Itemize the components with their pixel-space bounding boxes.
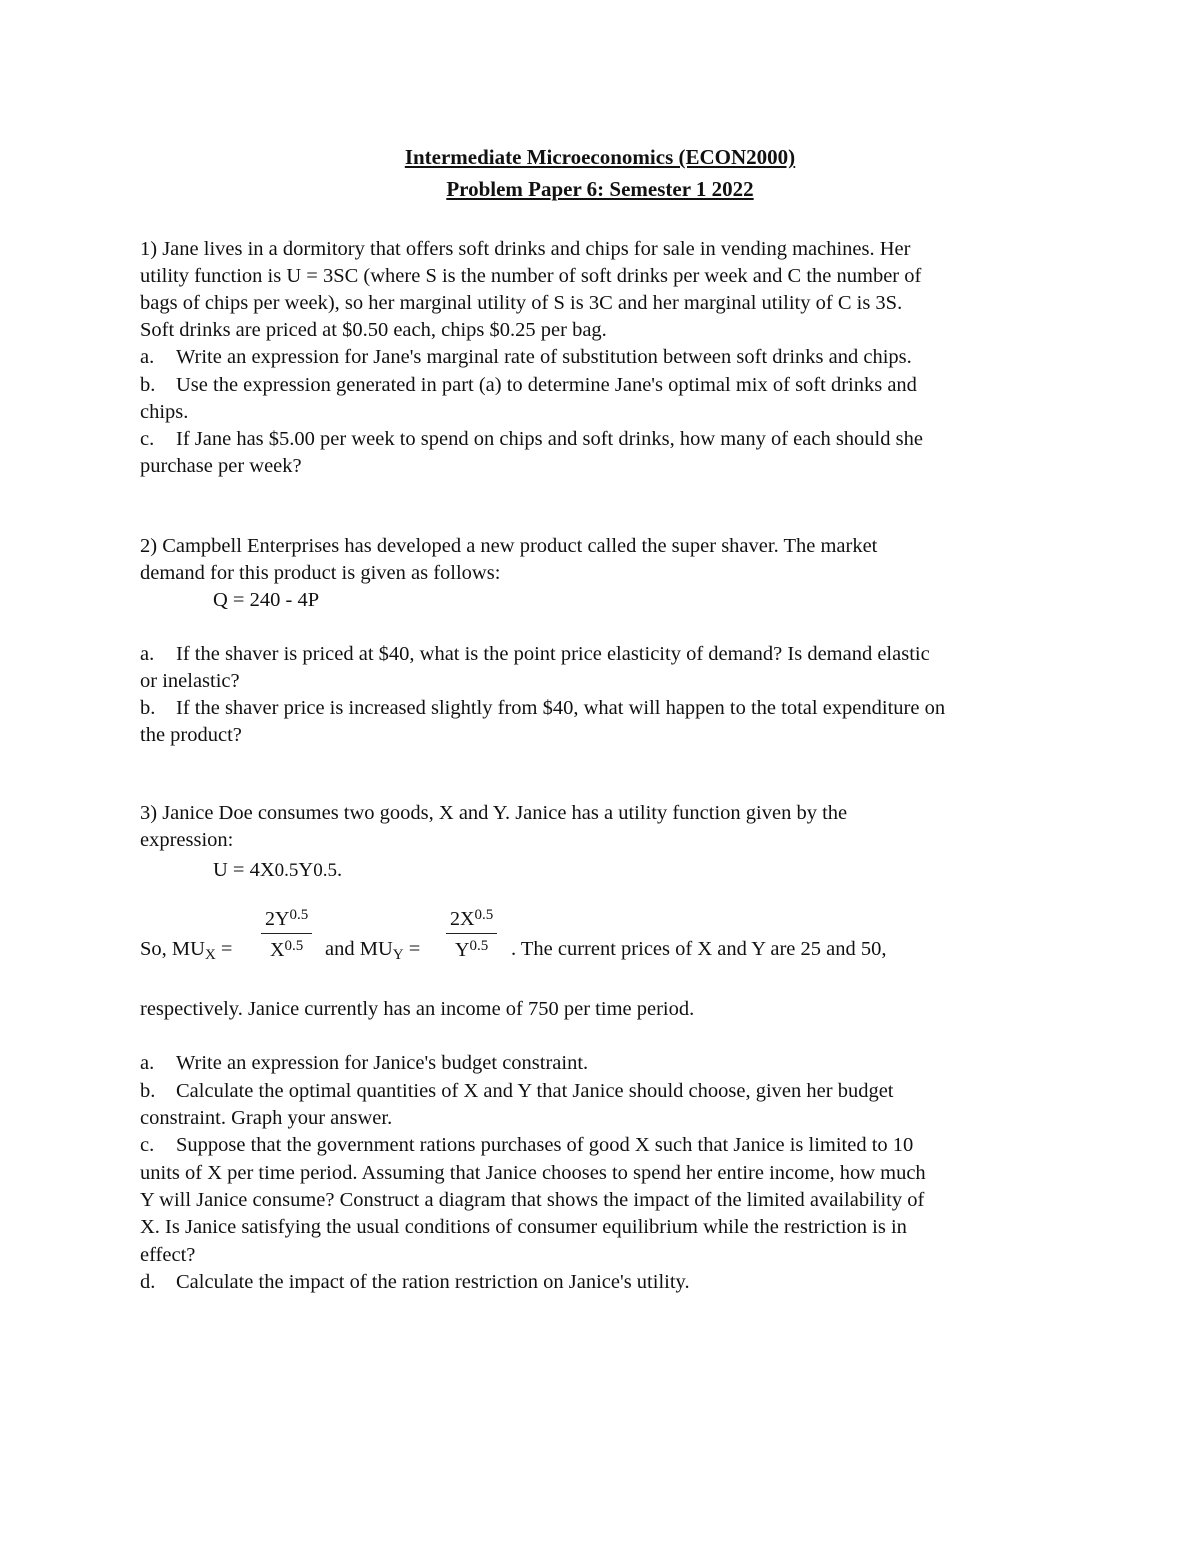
q1-text-line: 1) Jane lives in a dormitory that offers soft drinks and chips for sale in vending machines. Her bbox=[140, 238, 911, 260]
q2-part-b bbox=[140, 695, 945, 721]
q3-mu-label-x: So, $MU_X$ = bbox=[140, 938, 233, 963]
q3-part-c-cont: units of X per time period. Assuming that Janice chooses to spend her entire income, how much bbox=[140, 1162, 926, 1184]
q3-part-b-cont: constraint. Graph your answer. bbox=[140, 1107, 393, 1129]
part-label: a. bbox=[140, 1052, 155, 1074]
part-text: Use the expression generated in part (a) to determine Jane's optimal mix of soft drinks and bbox=[176, 374, 917, 396]
part-text: Calculate the optimal quantities of X and Y that Janice should choose, given her budget bbox=[176, 1080, 894, 1102]
q3-mu-label-y: and $MU_Y$ = bbox=[325, 938, 421, 963]
fraction-denominator: $X^{0.5}$ bbox=[270, 938, 304, 961]
part-label: b. bbox=[140, 697, 156, 719]
part-text: Suppose that the government rations purchases of good X such that Janice is limited to 10 bbox=[176, 1134, 914, 1156]
part-label: c. bbox=[140, 1134, 155, 1156]
fraction-denominator: $Y^{0.5}$ bbox=[455, 938, 489, 961]
part-label: b. bbox=[140, 1080, 156, 1102]
q1-text-line: Soft drinks are priced at $0.50 each, chips $0.25 per bag. bbox=[140, 319, 607, 341]
q3-part-b bbox=[140, 1078, 894, 1104]
q3-utility-equation: U = 4X0.5Y0.5. bbox=[213, 859, 343, 881]
q2-part-b-cont: the product? bbox=[140, 724, 242, 746]
part-text: Write an expression for Janice's budget constraint. bbox=[176, 1052, 589, 1074]
part-text: If Jane has $5.00 per week to spend on chips and soft drinks, how many of each should she bbox=[176, 428, 923, 450]
q2-part-a bbox=[140, 641, 930, 667]
q3-part-d bbox=[140, 1269, 690, 1295]
q3-text-line: respectively. Janice currently has an income of 750 per time period. bbox=[140, 998, 695, 1020]
fraction-numerator: $2X^{0.5}$ bbox=[446, 907, 497, 934]
part-label: a. bbox=[140, 346, 155, 368]
part-text: Write an expression for Jane's marginal rate of substitution between soft drinks and chips. bbox=[176, 346, 912, 368]
part-text: If the shaver price is increased slightly from $40, what will happen to the total expenditure on bbox=[176, 697, 946, 719]
part-label: c. bbox=[140, 428, 155, 450]
mu-x-fraction bbox=[261, 907, 312, 962]
document-title: Intermediate Microeconomics (ECON2000) bbox=[404, 145, 796, 169]
part-label: b. bbox=[140, 374, 156, 396]
q3-part-c bbox=[140, 1132, 913, 1158]
part-label: d. bbox=[140, 1271, 156, 1293]
q3-part-c-cont: Y will Janice consume? Construct a diagram that shows the impact of the limited availability of bbox=[140, 1189, 925, 1211]
q2-demand-equation: Q = 240 - 4P bbox=[213, 589, 320, 611]
q1-text-line: bags of chips per week), so her marginal utility of S is 3C and her marginal utility of C is 3S. bbox=[140, 292, 903, 314]
q1-part-c bbox=[140, 426, 923, 452]
document-subtitle: Problem Paper 6: Semester 1 2022 bbox=[446, 177, 754, 201]
q3-part-c-cont: X. Is Janice satisfying the usual conditions of consumer equilibrium while the restriction is in bbox=[140, 1216, 907, 1238]
fraction-numerator: $2Y^{0.5}$ bbox=[261, 907, 312, 934]
q1-part-b-cont: chips. bbox=[140, 401, 189, 423]
q2-text-line: demand for this product is given as follows: bbox=[140, 562, 501, 584]
q1-part-b bbox=[140, 372, 917, 398]
q2-text-line: 2) Campbell Enterprises has developed a new product called the super shaver. The market bbox=[140, 535, 878, 557]
q3-part-a bbox=[140, 1050, 588, 1076]
part-text: Calculate the impact of the ration restriction on Janice's utility. bbox=[176, 1271, 690, 1293]
mu-y-fraction bbox=[446, 907, 497, 962]
q1-part-c-cont: purchase per week? bbox=[140, 455, 302, 477]
q3-text-line: 3) Janice Doe consumes two goods, X and Y. Janice has a utility function given by the bbox=[140, 802, 848, 824]
q1-text-line: utility function is U = 3SC (where S is the number of soft drinks per week and C the number of bbox=[140, 265, 922, 287]
q3-text-line: expression: bbox=[140, 829, 234, 851]
part-text: If the shaver is priced at $40, what is the point price elasticity of demand? Is demand elastic bbox=[176, 643, 930, 665]
q3-prices-text: . The current prices of X and Y are 25 and 50, bbox=[511, 938, 887, 960]
q1-part-a bbox=[140, 344, 912, 370]
part-label: a. bbox=[140, 643, 155, 665]
q2-part-a-cont: or inelastic? bbox=[140, 670, 240, 692]
q3-part-c-cont: effect? bbox=[140, 1244, 196, 1266]
